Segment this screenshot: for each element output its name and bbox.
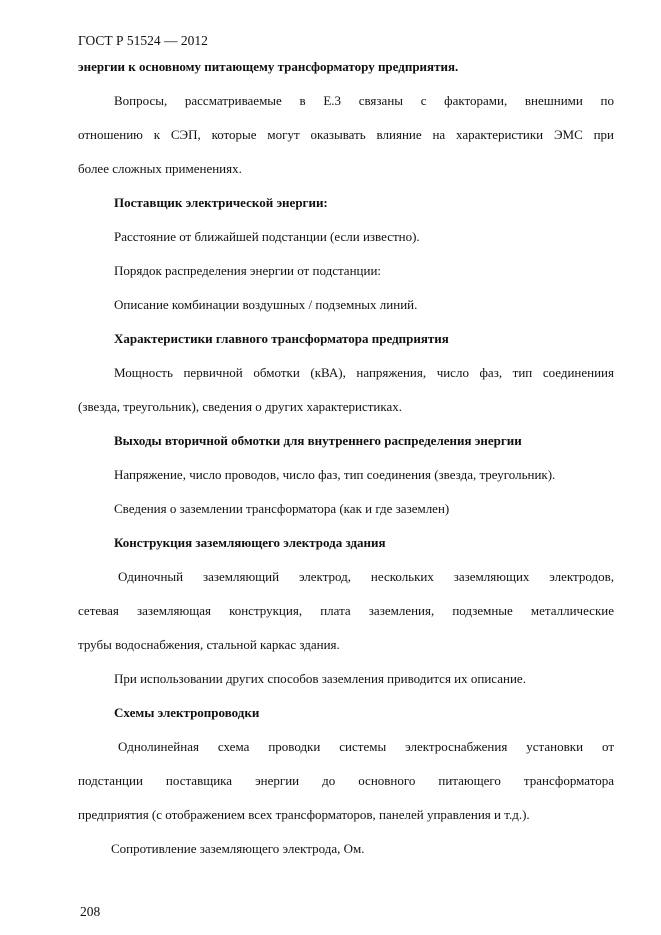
paragraph-line: Расстояние от ближайшей подстанции (если известно). bbox=[114, 229, 420, 244]
continuation-line: энергии к основному питающему трансформатору предприятия. bbox=[78, 59, 459, 74]
document-header: ГОСТ Р 51524 — 2012 bbox=[78, 33, 208, 48]
paragraph-line: отношению к СЭП, которые могут оказывать влияние на характеристики ЭМС при bbox=[78, 127, 614, 142]
paragraph-line: Одиночный заземляющий электрод, нескольких заземляющих электродов, bbox=[118, 569, 614, 584]
section-heading-supplier: Поставщик электрической энергии: bbox=[114, 195, 328, 210]
paragraph-line: сетевая заземляющая конструкция, плата заземления, подземные металлические bbox=[78, 603, 614, 618]
paragraph-line: Мощность первичной обмотки (кВА), напряжения, число фаз, тип соединениия bbox=[114, 365, 614, 380]
paragraph-line: Однолинейная схема проводки системы электроснабжения установки от bbox=[118, 739, 614, 754]
paragraph-line: Сопротивление заземляющего электрода, Ом. bbox=[111, 841, 365, 856]
paragraph-line: Вопросы, рассматриваемые в Е.3 связаны с факторами, внешними по bbox=[114, 93, 614, 108]
paragraph-line: предприятия (с отображением всех трансформаторов, панелей управления и т.д.). bbox=[78, 807, 530, 822]
paragraph-line: (звезда, треугольник), сведения о других характеристиках. bbox=[78, 399, 402, 414]
paragraph-line: При использовании других способов заземления приводится их описание. bbox=[114, 671, 526, 686]
paragraph-line: подстанции поставщика энергии до основного питающего трансформатора bbox=[78, 773, 614, 788]
paragraph-line: Описание комбинации воздушных / подземных линий. bbox=[114, 297, 418, 312]
page-number: 208 bbox=[80, 904, 101, 919]
paragraph-line: трубы водоснабжения, стальной каркас здания. bbox=[78, 637, 340, 652]
paragraph-line: более сложных применениях. bbox=[78, 161, 242, 176]
paragraph-line: Напряжение, число проводов, число фаз, тип соединения (звезда, треугольник). bbox=[114, 467, 556, 482]
section-heading-secondary: Выходы вторичной обмотки для внутреннего распределения энергии bbox=[114, 433, 522, 448]
section-heading-wiring: Схемы электропроводки bbox=[114, 705, 260, 720]
paragraph-line: Сведения о заземлении трансформатора (как и где заземлен) bbox=[114, 501, 450, 516]
section-heading-transformer: Характеристики главного трансформатора предприятия bbox=[114, 331, 449, 346]
section-heading-electrode: Конструкция заземляющего электрода здания bbox=[114, 535, 386, 550]
paragraph-line: Порядок распределения энергии от подстанции: bbox=[114, 263, 382, 278]
